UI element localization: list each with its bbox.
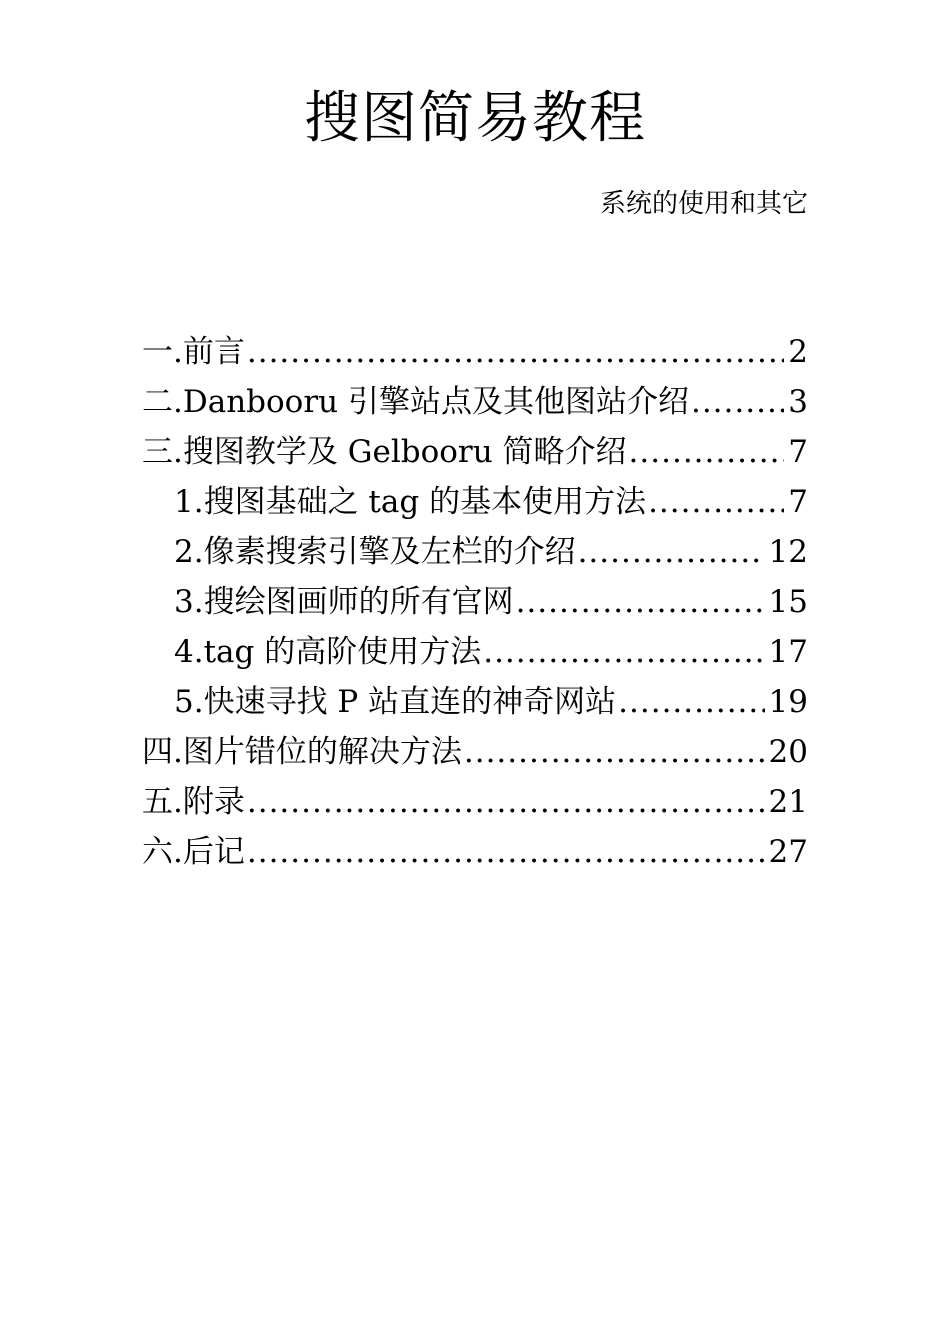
document-title: 搜图简易教程 <box>304 86 646 151</box>
toc-subentry[interactable] <box>142 527 808 577</box>
toc-entry-label: 5.快速寻找 P 站直连的神奇网站 <box>174 684 617 720</box>
toc-entry-page: 15 <box>768 584 808 620</box>
toc-entry-label: 4.tag 的高阶使用方法 <box>174 634 482 670</box>
toc-entry-label: 六.后记 <box>142 834 245 870</box>
toc-dot-leader <box>691 377 784 427</box>
toc-entry-label: 二.Danbooru 引擎站点及其他图站介绍 <box>142 384 689 420</box>
toc-entry-label: 四.图片错位的解决方法 <box>142 734 462 770</box>
toc-entry-page: 3 <box>788 384 808 420</box>
toc-entry-page: 7 <box>788 434 808 470</box>
toc-entry-page: 7 <box>788 484 808 520</box>
toc-entry-label: 五.附录 <box>142 784 245 820</box>
toc-entry-page: 20 <box>768 734 808 770</box>
toc-dot-leader <box>247 827 765 877</box>
toc-dot-leader <box>578 527 765 577</box>
toc-entry[interactable] <box>142 427 808 477</box>
toc-entry-page: 19 <box>768 684 808 720</box>
toc-entry-page: 27 <box>768 834 808 870</box>
toc-entry-page: 17 <box>768 634 808 670</box>
toc-subentry[interactable] <box>142 577 808 627</box>
toc-entry[interactable] <box>142 777 808 827</box>
toc-entry-label: 1.搜图基础之 tag 的基本使用方法 <box>174 484 647 520</box>
toc-dot-leader <box>648 477 784 527</box>
toc-entry[interactable] <box>142 327 808 377</box>
toc-dot-leader <box>247 327 784 377</box>
toc-entry-page: 12 <box>768 534 808 570</box>
toc-dot-leader <box>618 677 764 727</box>
toc-entry-page: 2 <box>788 334 808 370</box>
toc-dot-leader <box>516 577 765 627</box>
toc-subentry[interactable] <box>142 477 808 527</box>
toc-entry-label: 三.搜图教学及 Gelbooru 简略介绍 <box>142 434 627 470</box>
toc-entry-label: 一.前言 <box>142 334 245 370</box>
toc-entry[interactable] <box>142 377 808 427</box>
toc-subentry[interactable] <box>142 627 808 677</box>
toc-dot-leader <box>464 727 765 777</box>
toc-entry-label: 2.像素搜索引擎及左栏的介绍 <box>174 534 576 570</box>
toc-entry[interactable] <box>142 827 808 877</box>
table-of-contents <box>142 327 808 877</box>
toc-subentry[interactable] <box>142 677 808 727</box>
document-subtitle: 系统的使用和其它 <box>599 189 808 219</box>
toc-dot-leader <box>629 427 785 477</box>
toc-dot-leader <box>483 627 764 677</box>
toc-entry[interactable] <box>142 727 808 777</box>
toc-entry-page: 21 <box>768 784 808 820</box>
toc-entry-label: 3.搜绘图画师的所有官网 <box>174 584 514 620</box>
toc-dot-leader <box>247 777 765 827</box>
